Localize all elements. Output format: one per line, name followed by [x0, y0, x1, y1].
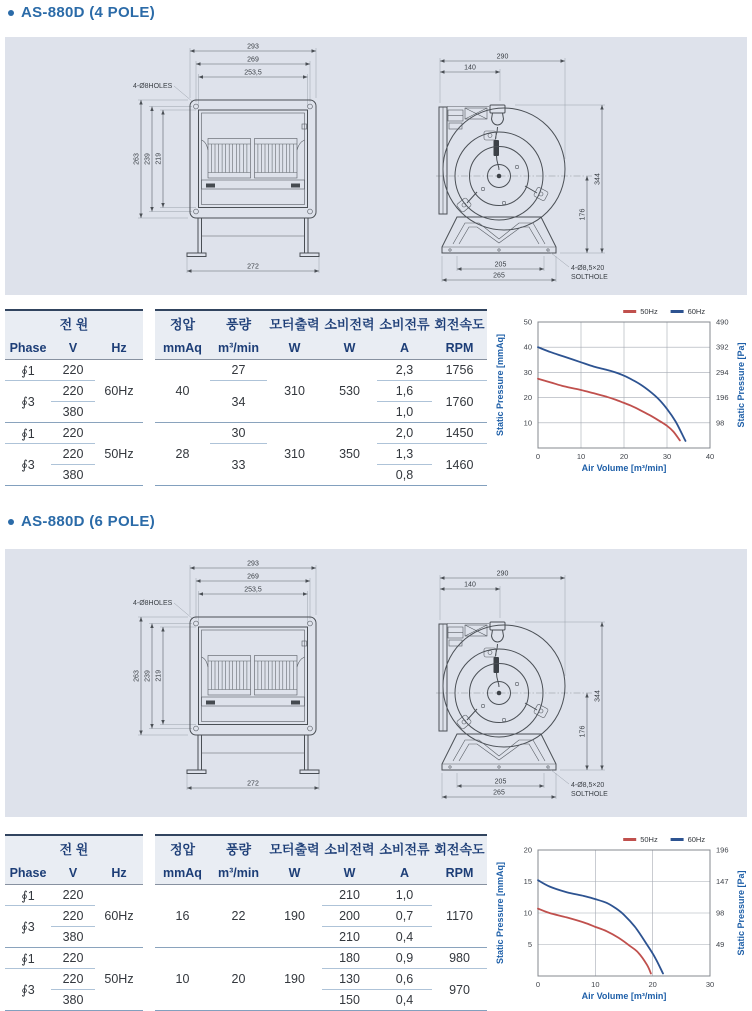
svg-text:20: 20: [619, 452, 629, 461]
y-axis-label-right: Static Pressure [Pa]: [736, 342, 746, 428]
bullet-icon: [8, 519, 14, 525]
dimension: [595, 105, 603, 253]
mounting-legs: [187, 218, 319, 257]
chart-legend: [623, 835, 705, 844]
table-cell: 130: [322, 969, 377, 990]
dimension: [187, 264, 319, 272]
table-cell: 60Hz: [95, 360, 143, 423]
table-cell: 1450: [432, 423, 487, 444]
table-cell: 34: [210, 381, 267, 423]
header-cell: 소비전류: [377, 835, 432, 861]
svg-text:272: 272: [247, 263, 259, 271]
table-cell: 1756: [432, 360, 487, 381]
dimension: [199, 587, 308, 595]
chart-canvas: [494, 302, 752, 474]
svg-text:49: 49: [716, 940, 725, 949]
table-cell: 380: [51, 465, 95, 486]
chart-legend: [623, 307, 705, 316]
fan-side-outline: [439, 624, 565, 748]
y-axis-label-right: Static Pressure [Pa]: [736, 870, 746, 956]
dimension: [580, 176, 588, 253]
table-cell: 1170: [432, 885, 487, 948]
table-cell: 40: [155, 360, 210, 423]
mounting-base: [442, 734, 556, 770]
table-cell: 27: [210, 360, 267, 381]
svg-text:4-Ø8,5×20: 4-Ø8,5×20: [571, 265, 605, 272]
table-cell: ∮1: [5, 360, 51, 381]
table-cell: ∮3: [5, 444, 51, 486]
svg-text:10: 10: [591, 980, 600, 989]
svg-text:0: 0: [535, 980, 541, 989]
table-cell: 220: [51, 423, 95, 444]
dimension: [145, 624, 153, 729]
table-cell: 0,9: [377, 948, 432, 969]
table-cell: 310: [267, 423, 322, 486]
header-cell: W: [267, 336, 322, 360]
legend-swatch: [623, 310, 636, 313]
svg-text:10: 10: [523, 418, 532, 428]
dimension: [442, 273, 556, 281]
drawing-panel-4pole: [5, 37, 747, 295]
table-cell: 190: [267, 885, 322, 948]
dimension: [187, 781, 319, 789]
dimension: [440, 582, 500, 590]
header-cell: m³/min: [210, 336, 267, 360]
table-cell: 210: [322, 927, 377, 948]
table-row: [5, 381, 487, 402]
svg-text:253,5: 253,5: [244, 69, 262, 77]
svg-text:140: 140: [464, 64, 476, 72]
header-cell: 소비전력: [322, 310, 377, 336]
table-cell: 220: [51, 906, 95, 927]
table-cell: 150: [322, 990, 377, 1011]
table-row: [5, 423, 487, 444]
y-axis-label-left: Static Pressure [mmAq]: [495, 333, 505, 437]
table-cell: 1460: [432, 444, 487, 486]
header-cell: 모터출력: [267, 310, 322, 336]
table-cell: ∮1: [5, 423, 51, 444]
header-row: [5, 835, 487, 861]
header-cell: RPM: [432, 336, 487, 360]
svg-text:269: 269: [247, 573, 259, 581]
header-cell: m³/min: [210, 861, 267, 885]
svg-text:20: 20: [523, 393, 532, 403]
table-cell: ∮1: [5, 885, 51, 906]
spec-table-container-4pole: [5, 309, 487, 486]
svg-text:293: 293: [247, 560, 259, 568]
svg-text:239: 239: [144, 153, 152, 165]
svg-text:5: 5: [527, 940, 532, 949]
header-cell: 풍량: [210, 310, 267, 336]
header-cell: 회전속도: [432, 835, 487, 861]
svg-text:30: 30: [662, 452, 672, 461]
table-cell: 970: [432, 969, 487, 1011]
header-cell: 전 원: [5, 835, 143, 861]
table-cell: 190: [267, 948, 322, 1011]
header-cell: 소비전력: [322, 835, 377, 861]
front-view-drawing: [130, 557, 375, 807]
header-cell: W: [322, 861, 377, 885]
svg-text:140: 140: [464, 581, 476, 589]
dimension: [190, 44, 316, 52]
header-row: [5, 861, 487, 885]
x-axis-label: Air Volume [m³/min]: [581, 991, 667, 1001]
table-cell: 22: [210, 885, 267, 948]
table-cell: ∮3: [5, 381, 51, 423]
section-title-6pole: [8, 513, 155, 530]
header-cell: A: [377, 336, 432, 360]
svg-text:272: 272: [247, 780, 259, 788]
table-cell: 20: [210, 948, 267, 1011]
extension-lines: [138, 565, 319, 790]
section-title-4pole: [8, 4, 155, 21]
y-tick-labels-left: [524, 318, 532, 428]
table-cell: 530: [322, 360, 377, 423]
table-cell: 0,7: [377, 906, 432, 927]
svg-text:0: 0: [535, 452, 541, 461]
performance-chart-4pole: [494, 302, 752, 474]
svg-text:290: 290: [496, 570, 509, 578]
table-cell: 220: [51, 969, 95, 990]
section-title-text: AS-880D (4 POLE): [21, 4, 155, 21]
spec-table: [5, 309, 487, 486]
legend-label: 60Hz: [687, 307, 706, 316]
table-cell: 0,4: [377, 990, 432, 1011]
table-row: [5, 444, 487, 465]
dimension: [156, 627, 164, 725]
chart-canvas: [494, 830, 752, 1002]
svg-text:50: 50: [523, 317, 532, 327]
svg-text:4-Ø8HOLES: 4-Ø8HOLES: [133, 83, 173, 90]
table-cell: 980: [432, 948, 487, 969]
column-gap: [143, 310, 155, 360]
dimension: [442, 790, 556, 798]
dimension: [134, 617, 142, 735]
table-row: [5, 360, 487, 381]
bullet-icon: [8, 10, 14, 16]
column-gap: [143, 885, 155, 1011]
legend-swatch: [671, 838, 684, 841]
table-cell: 180: [322, 948, 377, 969]
x-axis-label: Air Volume [m³/min]: [581, 463, 667, 473]
table-row: [5, 885, 487, 906]
y-tick-labels-right: [716, 318, 729, 428]
svg-text:263: 263: [133, 153, 141, 165]
table-cell: 10: [155, 948, 210, 1011]
extension-lines: [440, 575, 605, 799]
impeller-grille: [208, 139, 297, 179]
y-tick-labels-left: [524, 846, 532, 950]
header-cell: A: [377, 861, 432, 885]
x-tick-labels: [536, 452, 714, 461]
table-cell: 0,6: [377, 969, 432, 990]
header-cell: Phase: [5, 861, 51, 885]
table-cell: 200: [322, 906, 377, 927]
header-cell: mmAq: [155, 861, 210, 885]
svg-text:176: 176: [579, 208, 587, 221]
svg-text:265: 265: [493, 272, 505, 280]
table-cell: 380: [51, 927, 95, 948]
bottom-rail: [202, 697, 305, 706]
dimension: [457, 262, 544, 270]
legend-label: 60Hz: [687, 835, 706, 844]
x-tick-labels: [536, 980, 714, 989]
header-cell: 정압: [155, 835, 210, 861]
svg-text:344: 344: [594, 690, 602, 702]
legend-swatch: [671, 310, 684, 313]
dimension: [440, 571, 565, 579]
svg-text:176: 176: [579, 725, 587, 738]
drawing-panel-6pole: [5, 549, 747, 817]
extension-lines: [138, 48, 319, 273]
performance-chart-6pole: [494, 830, 752, 1002]
table-cell: 210: [322, 885, 377, 906]
table-cell: 220: [51, 948, 95, 969]
table-cell: 220: [51, 444, 95, 465]
header-cell: 모터출력: [267, 835, 322, 861]
svg-text:20: 20: [523, 845, 532, 855]
front-view-drawing: [130, 40, 375, 290]
table-cell: 16: [155, 885, 210, 948]
table-cell: 310: [267, 360, 322, 423]
table-cell: 28: [155, 423, 210, 486]
table-cell: 220: [51, 885, 95, 906]
table-cell: 380: [51, 990, 95, 1011]
mounting-base: [442, 217, 556, 253]
table-cell: 50Hz: [95, 948, 143, 1011]
svg-text:20: 20: [648, 980, 657, 989]
legend-label: 50Hz: [640, 835, 658, 844]
spec-table: [5, 834, 487, 1011]
svg-text:SOLTHOLE: SOLTHOLE: [571, 274, 608, 281]
svg-text:10: 10: [576, 452, 586, 461]
column-gap: [143, 360, 155, 486]
table-cell: 1,0: [377, 402, 432, 423]
svg-text:490: 490: [716, 317, 729, 327]
table-cell: 220: [51, 381, 95, 402]
dimension: [134, 100, 142, 218]
header-cell: Hz: [95, 861, 143, 885]
svg-text:30: 30: [705, 980, 715, 989]
svg-text:15: 15: [523, 877, 532, 886]
spec-table-container-6pole: [5, 834, 487, 1011]
header-cell: mmAq: [155, 336, 210, 360]
header-cell: RPM: [432, 861, 487, 885]
table-cell: 1,6: [377, 381, 432, 402]
impeller-grille: [208, 656, 297, 696]
header-row: [5, 336, 487, 360]
dimension: [457, 779, 544, 787]
svg-text:294: 294: [716, 367, 729, 377]
table-cell: 1,3: [377, 444, 432, 465]
holes-callout: [133, 600, 193, 619]
svg-text:344: 344: [594, 173, 602, 185]
mounting-legs: [187, 735, 319, 774]
svg-text:SOLTHOLE: SOLTHOLE: [571, 791, 608, 798]
holes-callout: [133, 83, 193, 102]
svg-text:147: 147: [716, 877, 729, 886]
svg-text:4-Ø8HOLES: 4-Ø8HOLES: [133, 600, 173, 607]
svg-text:265: 265: [493, 789, 505, 797]
terminal-box: [448, 625, 487, 646]
section-title-text: AS-880D (6 POLE): [21, 513, 155, 530]
header-cell: W: [267, 861, 322, 885]
svg-text:10: 10: [523, 908, 532, 918]
svg-text:196: 196: [716, 845, 729, 855]
table-cell: 2,3: [377, 360, 432, 381]
table-cell: 220: [51, 360, 95, 381]
side-view-drawing: [420, 39, 665, 294]
dimension: [145, 107, 153, 212]
dimension: [190, 561, 316, 569]
header-cell: 전 원: [5, 310, 143, 336]
table-cell: ∮3: [5, 906, 51, 948]
legend-label: 50Hz: [640, 307, 658, 316]
svg-text:205: 205: [494, 778, 507, 786]
svg-text:219: 219: [155, 152, 163, 165]
header-row: [5, 310, 487, 336]
header-cell: 정압: [155, 310, 210, 336]
svg-text:98: 98: [716, 418, 725, 428]
table-cell: 350: [322, 423, 377, 486]
table-cell: ∮3: [5, 969, 51, 1011]
column-gap: [143, 835, 155, 885]
svg-text:196: 196: [716, 393, 729, 403]
svg-text:239: 239: [144, 670, 152, 682]
table-cell: 33: [210, 444, 267, 486]
header-cell: W: [322, 336, 377, 360]
bottom-rail: [202, 180, 305, 189]
header-cell: V: [51, 336, 95, 360]
svg-text:98: 98: [716, 908, 725, 918]
svg-text:290: 290: [496, 53, 509, 61]
svg-text:40: 40: [705, 452, 715, 461]
slothole-callout: [546, 249, 608, 281]
svg-text:205: 205: [494, 261, 507, 269]
table-cell: 0,4: [377, 927, 432, 948]
svg-text:392: 392: [716, 342, 729, 352]
dimension: [440, 65, 500, 73]
header-cell: 회전속도: [432, 310, 487, 336]
dimension: [196, 574, 310, 582]
dimension: [440, 54, 565, 62]
extension-lines: [440, 58, 605, 282]
table-cell: ∮1: [5, 948, 51, 969]
svg-text:40: 40: [523, 342, 532, 352]
svg-text:30: 30: [523, 367, 532, 377]
dimension: [156, 110, 164, 208]
slothole-callout: [546, 766, 608, 798]
header-cell: 풍량: [210, 835, 267, 861]
dimension: [199, 70, 308, 78]
table-cell: 50Hz: [95, 423, 143, 486]
svg-text:269: 269: [247, 56, 259, 64]
fan-side-outline: [439, 107, 565, 231]
header-cell: Hz: [95, 336, 143, 360]
svg-text:293: 293: [247, 43, 259, 51]
y-axis-label-left: Static Pressure [mmAq]: [495, 861, 505, 965]
svg-text:4-Ø8,5×20: 4-Ø8,5×20: [571, 782, 605, 789]
svg-text:253,5: 253,5: [244, 586, 262, 594]
table-cell: 1760: [432, 381, 487, 423]
table-cell: 1,0: [377, 885, 432, 906]
table-cell: 60Hz: [95, 885, 143, 948]
dimension: [580, 693, 588, 770]
dimension: [595, 622, 603, 770]
header-cell: V: [51, 861, 95, 885]
svg-text:219: 219: [155, 669, 163, 682]
table-cell: 0,8: [377, 465, 432, 486]
svg-text:263: 263: [133, 670, 141, 682]
header-cell: Phase: [5, 336, 51, 360]
legend-swatch: [623, 838, 636, 841]
dimension: [196, 57, 310, 65]
table-cell: 380: [51, 402, 95, 423]
terminal-box: [448, 108, 487, 129]
table-cell: 2,0: [377, 423, 432, 444]
table-cell: 30: [210, 423, 267, 444]
y-tick-labels-right: [716, 846, 729, 950]
side-view-drawing: [420, 556, 665, 811]
table-row: [5, 948, 487, 969]
header-cell: 소비전류: [377, 310, 432, 336]
